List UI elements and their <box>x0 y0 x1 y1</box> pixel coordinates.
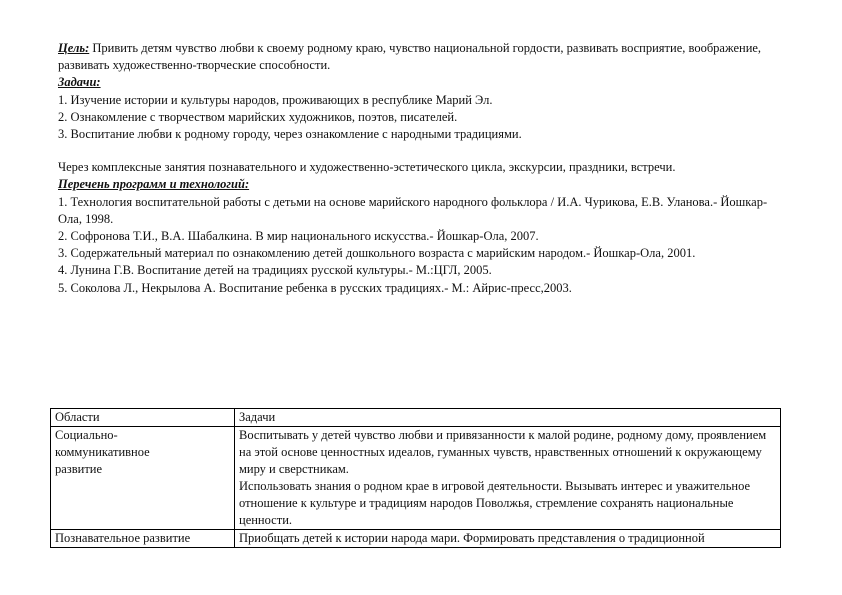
document-text <box>58 40 778 297</box>
task-text: Воспитывать у детей чувство любви и привязанности к малой родине, родному дому, проявлением на этой основе ценностных идеалов, гуманных чувств, нравственных отношений к окружающему миру и сверстникам. <box>239 428 767 476</box>
goal-text: Привить детям чувство любви к своему родному краю, чувство национальной гордости, развивать восприятие, воображение, развивать художественно-творческие способности. <box>58 41 762 73</box>
column-header-areas: Области <box>51 409 235 427</box>
task-item: 3. Воспитание любви к родному городу, через ознакомление с народными традициями. <box>58 127 522 142</box>
tasks-cell <box>235 427 781 530</box>
task-text: Приобщать детей к истории народа мари. Формировать представления о традиционной <box>239 531 705 545</box>
program-item: 5. Соколова Л., Некрылова А. Воспитание ребенка в русских традициях.- М.: Айрис-пресс,2003. <box>58 280 572 295</box>
spacer <box>58 143 778 159</box>
tasks-cell <box>235 530 781 548</box>
tasks-heading: Задачи: <box>58 75 101 90</box>
table-header-row <box>51 409 781 427</box>
program-item: 2. Софронова Т.И., В.А. Шабалкина. В мир национального искусства.- Йошкар-Ола, 2007. <box>58 229 539 244</box>
programs-heading: Перечень программ и технологий: <box>58 177 250 192</box>
program-item: 1. Технология воспитательной работы с детьми на основе марийского народного фольклора / И.А. Чурикова, Е.В. Уланова.- Йошкар-Ола, 1998. <box>58 194 768 226</box>
area-cell: Социально- коммуникативное развитие <box>51 427 235 530</box>
program-item: 4. Лунина Г.В. Воспитание детей на традициях русской культуры.- М.:ЦГЛ, 2005. <box>58 263 492 278</box>
table-row <box>51 530 781 548</box>
goal-label: Цель: <box>58 41 90 55</box>
areas-table <box>50 408 781 548</box>
goal-paragraph <box>58 40 778 74</box>
table-row <box>51 427 781 530</box>
column-header-tasks: Задачи <box>235 409 781 427</box>
program-item: 3. Содержательный материал по ознакомлению детей дошкольного возраста с марийским народом.- Йошкар-Ола, 2001. <box>58 246 696 261</box>
area-cell: Познавательное развитие <box>51 530 235 548</box>
task-item: 2. Ознакомление с творчеством марийских художников, поэтов, писателей. <box>58 109 458 124</box>
methods-paragraph: Через комплексные занятия познавательного и художественно-эстетического цикла, экскурсии, праздники, встречи. <box>58 160 676 175</box>
task-text: Использовать знания о родном крае в игровой деятельности. Вызывать интерес и уважительное отношение к культуре и традициям народов Поволжья, стремление сохранять национальные ценности. <box>239 479 751 527</box>
task-item: 1. Изучение истории и культуры народов, проживающих в республике Марий Эл. <box>58 92 493 107</box>
